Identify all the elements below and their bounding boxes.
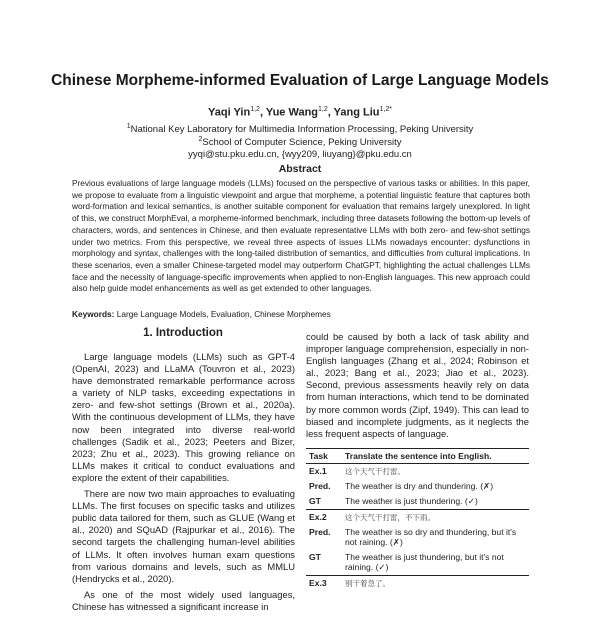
abstract-heading: Abstract xyxy=(278,163,322,175)
table-row xyxy=(306,479,529,494)
table-row xyxy=(306,510,529,526)
row-tag: Ex.2 xyxy=(306,510,342,526)
affiliation-text: School of Computer Science, Peking University xyxy=(202,137,402,149)
intro-paragraph-1: Large language models (LLMs) such as GPT-4 (OpenAI, 2023) and LLaMA (Touvron et al., 2023) have demonstrated remarkable performance across a variety of NLP tasks, exceeding expectations in zero- and few-shot settings (Brown et al., 2020a). With the continuous development of LLMs, they have now been integrated into diverse real-world challenges (Sadik et al., 2023; Peeters and Bizer, 2023; Zhu et al., 2023). This growing reliance on LLMs makes it critical to conduct evaluations and explore the extent of their capabilities. xyxy=(72,351,295,483)
example-table xyxy=(306,448,529,591)
affiliation-mark: 2 xyxy=(198,136,203,143)
left-column xyxy=(72,351,295,617)
row-tag: GT xyxy=(309,496,321,506)
table-header-task: Task xyxy=(306,449,342,464)
author-name: Yaqi Yin xyxy=(208,106,251,119)
row-text: The weather is dry and thundering. (✗) xyxy=(345,481,494,491)
author-affiliation-mark: 1,2 xyxy=(318,106,328,113)
row-tag: Ex.1 xyxy=(309,466,327,476)
row-tag: Pred. xyxy=(309,481,331,491)
row-text: 这个天气干打雷，不下雨。 xyxy=(342,510,529,526)
table-body xyxy=(306,464,529,592)
keywords-text: Large Language Models, Evaluation, Chinese Morphemes xyxy=(116,309,331,319)
table-header-row xyxy=(306,449,529,464)
table-header-instruction: Translate the sentence into English. xyxy=(342,449,529,464)
row-tag: GT xyxy=(309,552,321,562)
table-row xyxy=(306,576,529,592)
paper-title: Chinese Morpheme-informed Evaluation of Large Language Models xyxy=(51,72,549,89)
section-heading: 1. Introduction xyxy=(143,327,223,339)
row-text: The weather is so dry and thundering, but it's not raining. (✗) xyxy=(345,527,517,547)
table-row xyxy=(306,550,529,576)
keywords xyxy=(72,309,530,319)
affiliation-2 xyxy=(0,136,600,148)
row-text: The weather is just thundering. (✓) xyxy=(345,496,478,506)
affiliation-mark: 1 xyxy=(126,123,131,130)
table-row xyxy=(306,464,529,480)
author-list: Yaqi Yin$^{1,2}$, Yue Wang$^{1,2}$, Yang Liu$^{1,2*}$ xyxy=(208,106,392,119)
author-affiliation-mark: 1,2* xyxy=(379,106,392,113)
intro-paragraph-3: As one of the most widely used languages, Chinese has witnessed a significant increase in xyxy=(72,588,295,612)
keywords-label: Keywords: xyxy=(72,309,115,319)
table-row xyxy=(306,525,529,550)
author-name: Yue Wang xyxy=(265,106,319,119)
row-text: 这个天气干打雷。 xyxy=(345,467,405,476)
row-tag: Pred. xyxy=(309,527,331,537)
author-emails: yyqi@stu.pku.edu.cn, {wyy209, liuyang}@pku.edu.cn xyxy=(188,149,412,160)
intro-paragraph-2: There are now two main approaches to evaluating LLMs. The first focuses on specific tasks and utilizes public data tailored for them, such as GLUE (Wang et al., 2020) and SQuAD (Rajpurkar et al., 2016). The second targets the challenging human-level abilities of LLMs. It often involves human exam questions from various domains and levels, such as MMLU (Hendrycks et al., 2020). xyxy=(72,488,295,584)
intro-paragraph-continued: could be caused by both a lack of task ability and improper language comprehension, especially in non-English languages (Zhang et al., 2024; Robinson et al., 2023; Bang et al., 2023; Jiao et al., 2023). Second, previous assessments heavily rely on data from human interactions, which tend to be dominated by more common words (Zipf, 1949). This can lead to biased and incomplete judgments, as it neglects the less frequent aspects of language. xyxy=(306,331,529,439)
row-text: The weather is just thundering, but it's not raining. (✓) xyxy=(345,552,504,572)
row-tag: Ex.3 xyxy=(306,576,342,592)
right-column xyxy=(306,331,529,440)
author-name: Yang Liu xyxy=(333,106,380,119)
affiliation-text: National Key Laboratory for Multimedia Information Processing, Peking University xyxy=(130,124,474,136)
abstract-text: Previous evaluations of large language models (LLMs) focused on the perspective of various tasks or abilities. In this paper, we propose to evaluate from a linguistic viewpoint and argue that morpheme, a potential linguistic feature that captures both word-formation and lexical semantics, is another suitable component for evaluation that remains largely unexplored. In light of this, we construct MorphEval, a morpheme-informed benchmark, including three datasets following the bottom-up levels of characters, words, and sentences in Chinese, and then evaluate representative LLMs with both zero- and few-shot settings under two metrics. From this perspective, we reveal three aspects of issues LLMs nowadays encounter: dysfunctions in morphology and syntax, challenges with the long-tailed distribution of semantics, and difficulties from cultural implications. In these scenarios, even a smaller Chinese-targeted model may outperform ChatGPT, highlighting the actual challenges LLMs face and the necessity of language-specific improvements when applied to non-English languages. This new approach could also help guide model enhancements as well as get extended to other languages. xyxy=(72,178,530,294)
author-affiliation-mark: 1,2 xyxy=(250,106,260,113)
row-text: 别干着急了。 xyxy=(342,576,529,592)
affiliation-1 xyxy=(0,123,600,135)
table-row xyxy=(306,494,529,510)
